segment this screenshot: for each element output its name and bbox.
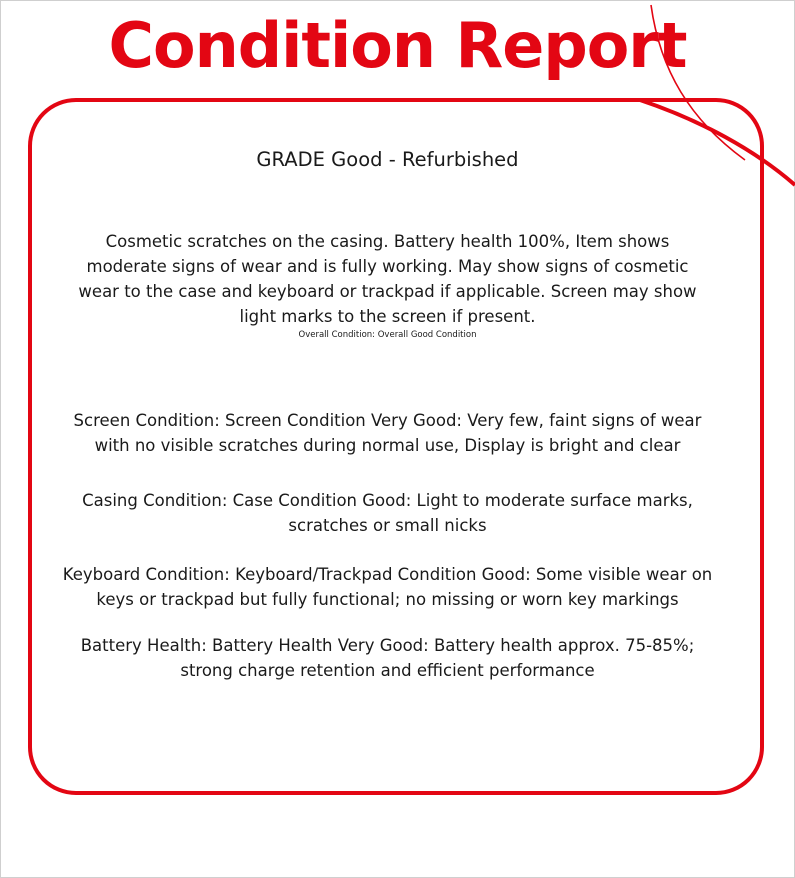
battery-health: Battery Health: Battery Health Very Good: Battery health approx. 75-85%; strong charge retention and efficient performance [80, 636, 695, 680]
keyboard-condition: Keyboard Condition: Keyboard/Trackpad Condition Good: Some visible wear on keys or trackpad but fully functional; no missing or worn key markings [62, 565, 713, 609]
overall-condition: Overall Condition: Overall Good Condition [298, 330, 477, 340]
condition-description: Cosmetic scratches on the casing. Battery health 100%, Item shows moderate signs of wear and is fully working. May show signs of cosmetic wear to the case and keyboard or trackpad if applicable. Screen may show light marks to the screen if present. [78, 232, 697, 326]
casing-condition: Casing Condition: Case Condition Good: Light to moderate surface marks, scratches or small nicks [82, 491, 693, 535]
screen-condition: Screen Condition: Screen Condition Very Good: Very few, faint signs of wear with no visible scratches during normal use, Display is bright and clear [73, 411, 702, 455]
report-title: Condition Report [108, 9, 687, 82]
grade-heading: GRADE Good - Refurbished [256, 148, 519, 171]
